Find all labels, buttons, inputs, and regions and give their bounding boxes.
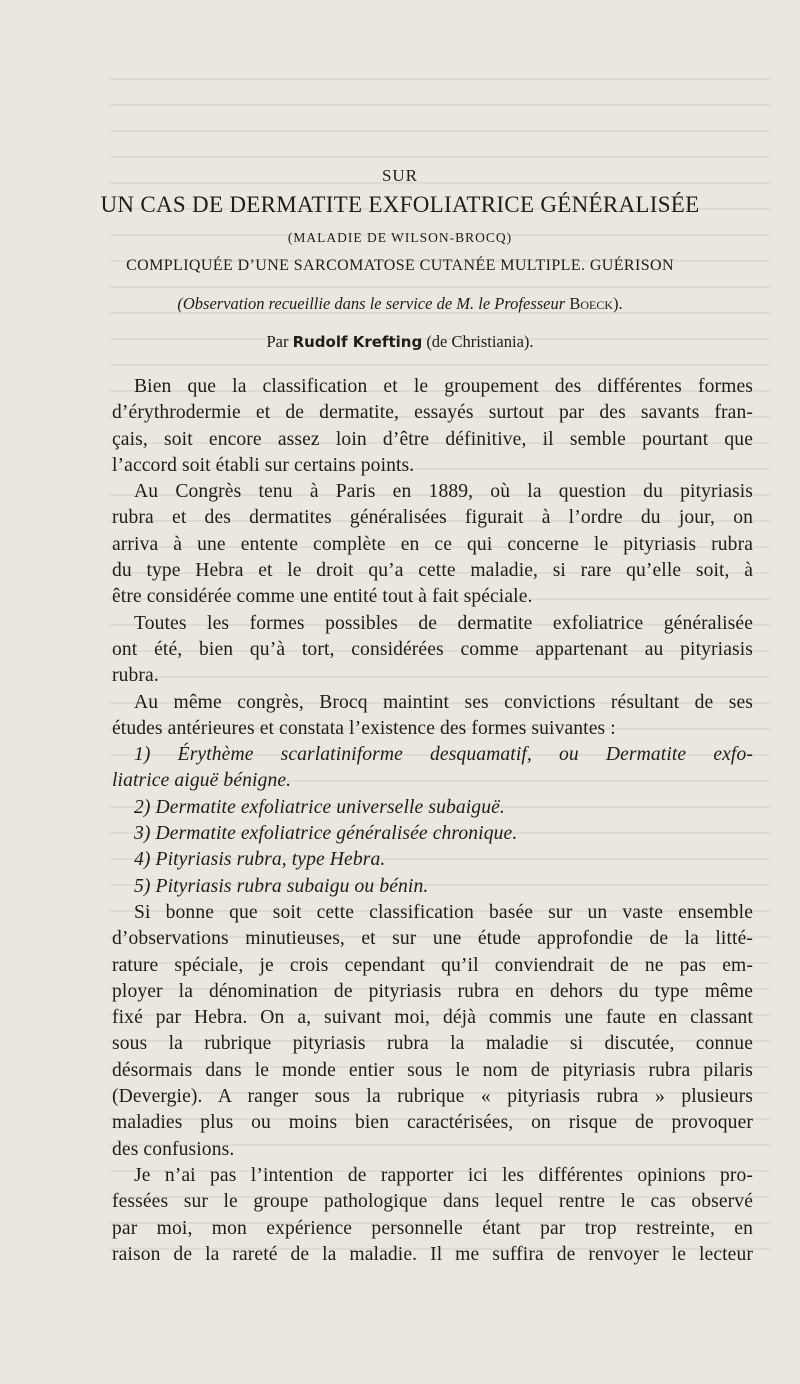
list-item-2: 2) Dermatite exfoliatrice universelle subaiguë. xyxy=(134,796,505,818)
text-line: (Devergie). A ranger sous la rubrique « pityriasis rubra » plusieurs xyxy=(112,1086,753,1108)
observation-professor-name: Boeck xyxy=(569,294,613,313)
text-line: fixé par Hebra. On a, suivant moi, déjà commis une faute en classant xyxy=(112,1007,753,1029)
observation-suffix: ). xyxy=(612,294,623,313)
text-line: Au même congrès, Brocq maintint ses convictions résultant de ses xyxy=(134,691,753,713)
subtitle-disease: (MALADIE DE WILSON-BROCQ) xyxy=(287,230,513,245)
list-item-5: 5) Pityriasis rubra subaigu ou bénin. xyxy=(134,875,429,897)
text-line: du type Hebra et le droit qu’a cette maladie, si rare qu’elle soit, à xyxy=(112,560,753,582)
text-line: sous la rubrique pityriasis rubra la maladie si discutée, connue xyxy=(112,1033,753,1055)
author-line xyxy=(0,332,800,352)
text-line: rature spéciale, je crois cependant qu’il conviendrait de ne pas em- xyxy=(112,954,753,976)
text-line: désormais dans le monde entier sous le nom de pityriasis rubra pilaris xyxy=(112,1059,753,1081)
heading-sur: SUR xyxy=(381,166,419,185)
text-line: çais, soit encore assez loin d’être définitive, il semble pourtant que xyxy=(112,428,753,450)
observation-note xyxy=(0,294,800,314)
text-line: l’accord soit établi sur certains points. xyxy=(112,454,415,476)
text-line: maladies plus ou moins bien caractérisées, on risque de provoquer xyxy=(112,1112,753,1134)
list-item-1: 1) Érythème scarlatiniforme desquamatif, ou Dermatite exfo- xyxy=(134,744,753,766)
author-name: Rudolf Krefting xyxy=(292,333,423,351)
text-line: Toutes les formes possibles de dermatite exfoliatrice généralisée xyxy=(134,612,753,634)
text-line: Bien que la classification et le groupement des différentes formes xyxy=(134,376,753,397)
text-line: rubra. xyxy=(112,665,159,687)
text-line: Au Congrès tenu à Paris en 1889, où la question du pityriasis xyxy=(134,481,753,503)
text-line: ployer la dénomination de pityriasis rubra en dehors du type même xyxy=(112,980,753,1002)
text-line: d’observations minutieuses, et sur une étude approfondie de la litté- xyxy=(112,928,753,950)
text-line: des confusions. xyxy=(112,1138,235,1160)
text-line: ont été, bien qu’à tort, considérées comme appartenant au pityriasis xyxy=(112,638,753,660)
author-affiliation: (de Christiania). xyxy=(426,332,534,351)
author-prefix: Par xyxy=(266,332,289,351)
text-line: Je n’ai pas l’intention de rapporter ici les différentes opinions pro- xyxy=(134,1164,753,1186)
text-line: d’érythrodermie et de dermatite, essayés surtout par des savants fran- xyxy=(112,402,753,424)
text-line: arriva à une entente complète en ce qui concerne le pityriasis rubra xyxy=(112,533,753,555)
text-line: être considérée comme une entité tout à fait spéciale. xyxy=(112,586,533,608)
article-title: UN CAS DE DERMATITE EXFOLIATRICE GÉNÉRALISÉE xyxy=(100,192,700,217)
text-line: études antérieures et constata l’existence des formes suivantes : xyxy=(112,717,616,739)
text-line: Si bonne que soit cette classification basée sur un vaste ensemble xyxy=(134,901,753,923)
text-line: par moi, mon expérience personnelle étant par trop restreinte, en xyxy=(112,1217,753,1239)
list-item-1-cont: liatrice aiguë bénigne. xyxy=(112,770,292,792)
text-line: fessées sur le groupe pathologique dans lequel rentre le cas observé xyxy=(112,1191,753,1213)
observation-prefix: (Observation recueillie dans le service de M. le Professeur xyxy=(177,294,566,313)
text-line: rubra et des dermatites généralisées figurait à l’ordre du jour, on xyxy=(112,507,753,529)
list-item-3: 3) Dermatite exfoliatrice généralisée chronique. xyxy=(134,823,518,845)
text-line: raison de la rareté de la maladie. Il me suffira de renvoyer le lecteur xyxy=(112,1243,753,1265)
subtitle-complication: COMPLIQUÉE D’UNE SARCOMATOSE CUTANÉE MULTIPLE. GUÉRISON xyxy=(126,257,674,274)
list-item-4: 4) Pityriasis rubra, type Hebra. xyxy=(134,849,386,871)
body-text xyxy=(112,374,753,1268)
